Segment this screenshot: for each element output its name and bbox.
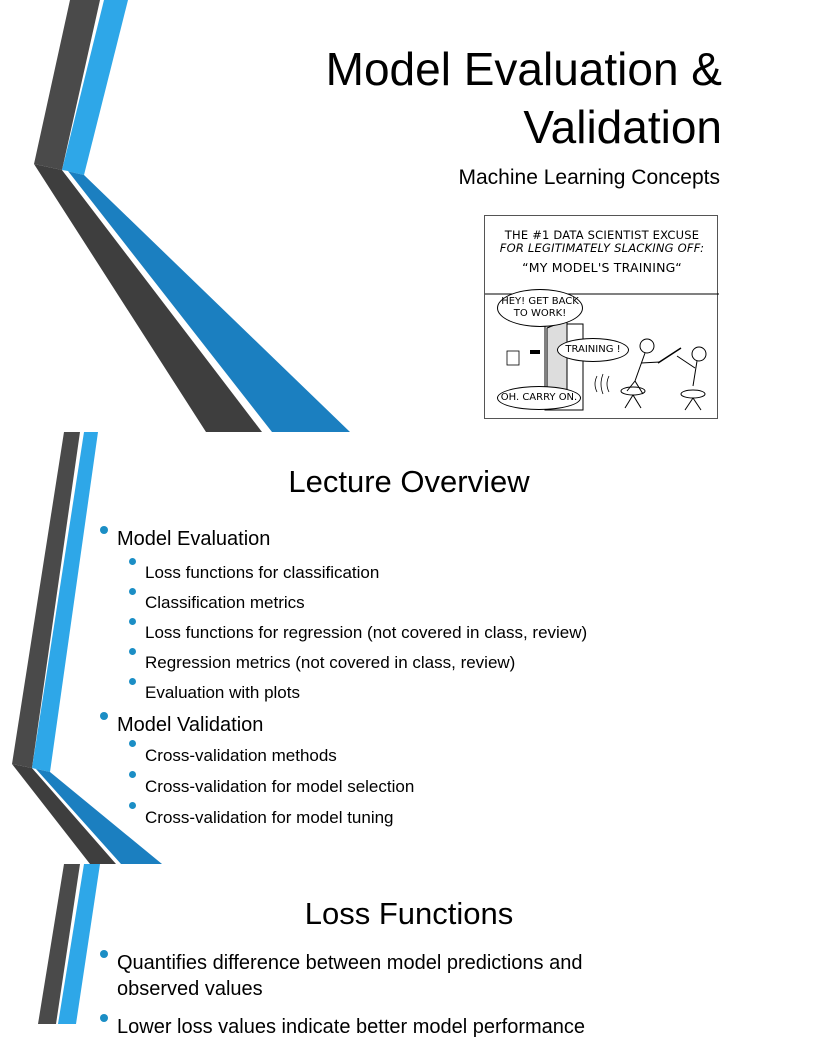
outline-section bbox=[100, 712, 587, 833]
section-label: Model Evaluation bbox=[117, 528, 271, 550]
title-line-2: Validation bbox=[523, 101, 722, 153]
bubble-boss-line-2: TO WORK! bbox=[513, 308, 567, 319]
list-item: Quantifies difference between model predictions and observed values bbox=[100, 950, 660, 1002]
presentation-title bbox=[326, 40, 722, 156]
title-slide bbox=[0, 0, 768, 432]
section-items bbox=[117, 740, 587, 833]
loss-functions-slide bbox=[0, 864, 768, 1038]
outline-section bbox=[100, 526, 587, 708]
lecture-overview-slide bbox=[0, 432, 768, 864]
slide-title: Loss Functions bbox=[304, 896, 514, 931]
comic-caption-line-2: FOR LEGITIMATELY SLACKING OFF: bbox=[499, 241, 705, 255]
list-item: Classification metrics bbox=[129, 588, 587, 618]
comic-bubble-boss bbox=[497, 289, 583, 327]
overview-outline bbox=[100, 526, 587, 833]
list-item: Regression metrics (not covered in class, review) bbox=[129, 648, 587, 678]
xkcd-comic-image bbox=[484, 215, 718, 419]
bubble-boss-line-1: HEY! GET BACK bbox=[501, 296, 579, 307]
list-item: Cross-validation for model tuning bbox=[129, 802, 587, 833]
list-item: Loss functions for regression (not covered in class, review) bbox=[129, 618, 587, 648]
slide-title: Lecture Overview bbox=[288, 464, 530, 499]
loss-functions-bullets bbox=[100, 950, 660, 1040]
section-items bbox=[117, 558, 587, 708]
list-item: Evaluation with plots bbox=[129, 678, 587, 708]
comic-bubble-training: TRAINING ! bbox=[557, 338, 629, 362]
list-item: Cross-validation for model selection bbox=[129, 771, 587, 802]
comic-caption-line-1: THE #1 DATA SCIENTIST EXCUSE bbox=[504, 228, 700, 242]
presentation-subtitle: Machine Learning Concepts bbox=[458, 166, 720, 189]
list-item: Loss functions for classification bbox=[129, 558, 587, 588]
list-item: Lower loss values indicate better model performance bbox=[100, 1014, 660, 1040]
comic-bubble-carry-on: OH. CARRY ON. bbox=[497, 386, 581, 410]
section-label: Model Validation bbox=[117, 714, 264, 736]
list-item: Cross-validation methods bbox=[129, 740, 587, 771]
title-line-1: Model Evaluation & bbox=[325, 43, 722, 95]
comic-caption-line-3: “MY MODEL'S TRAINING“ bbox=[522, 260, 682, 275]
